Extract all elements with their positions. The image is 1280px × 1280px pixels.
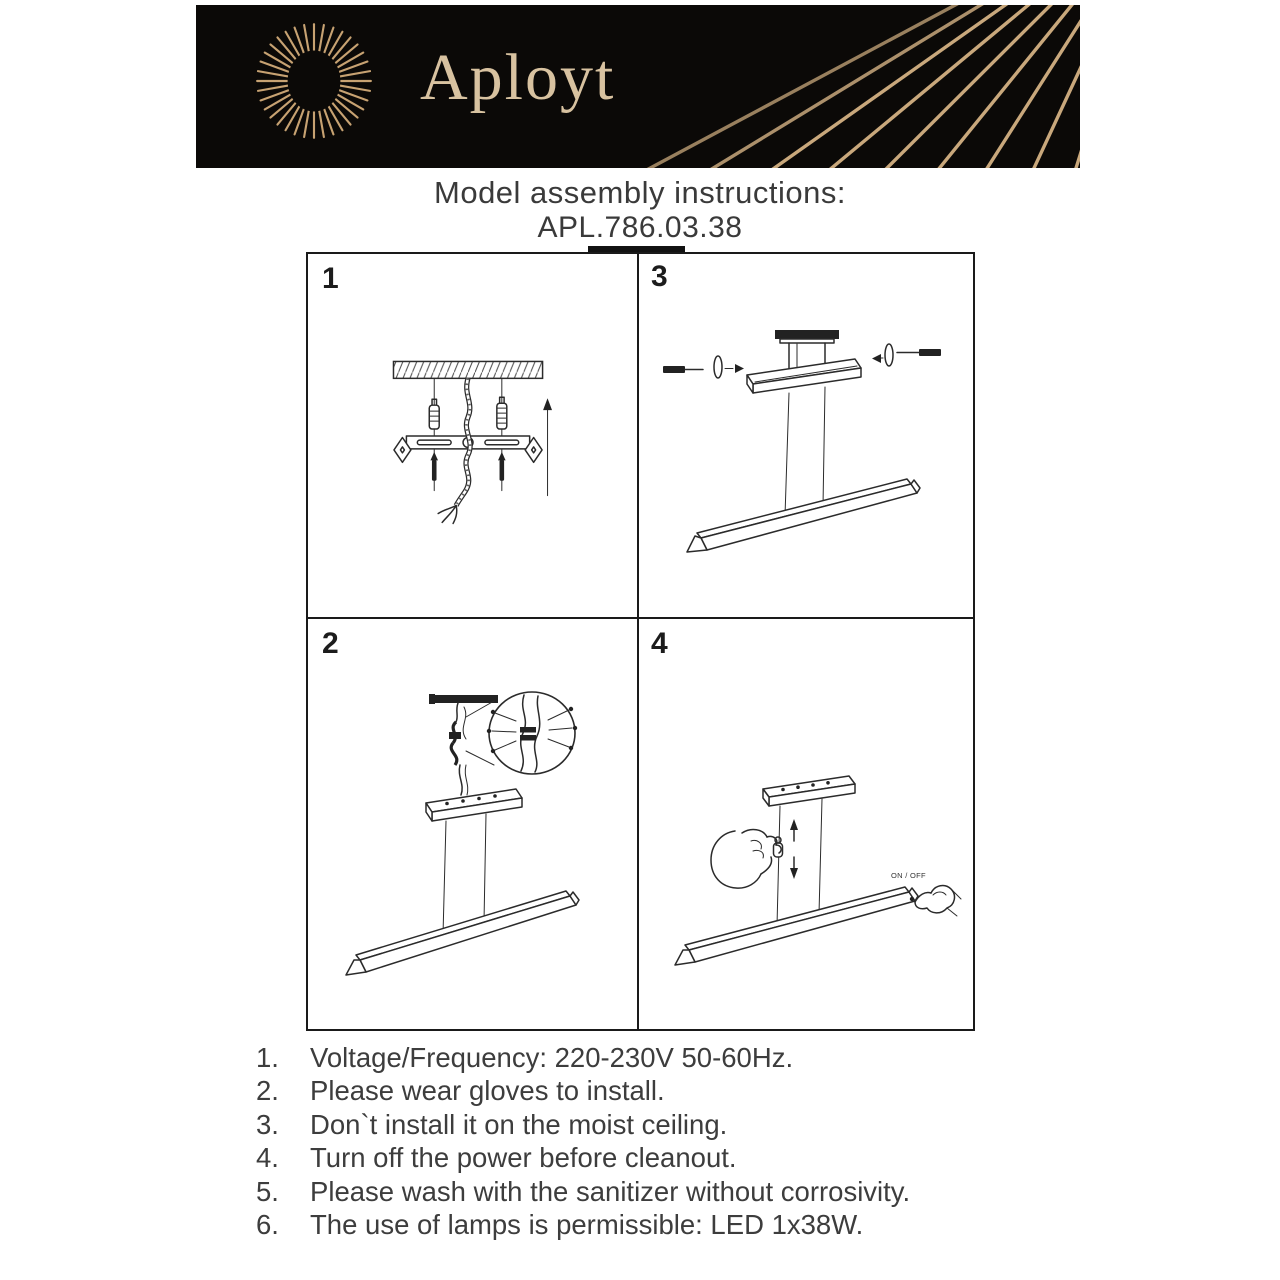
- step-3-number: 3: [651, 260, 668, 293]
- list-item: [256, 1041, 910, 1074]
- brand-banner: [196, 5, 1080, 168]
- switch-hand: [910, 886, 961, 916]
- canopy: [747, 359, 861, 393]
- list-item: [256, 1175, 910, 1208]
- list-item: [256, 1108, 910, 1141]
- item-text: Please wear gloves to install.: [310, 1075, 665, 1107]
- item-text: Please wash with the sanitizer without corrosivity.: [310, 1175, 911, 1207]
- lamp-bar: [687, 479, 920, 552]
- step-1-number: 1: [322, 262, 339, 295]
- item-text: Voltage/Frequency: 220-230V 50-60Hz.: [310, 1042, 794, 1073]
- item-number: 4.: [256, 1142, 279, 1174]
- list-item: [256, 1208, 910, 1241]
- canopy: [763, 776, 855, 806]
- on-off-label: ON / OFF: [891, 871, 926, 880]
- right-screw: [872, 344, 941, 366]
- page-title: Model assembly instructions:: [434, 175, 846, 210]
- item-text: Don`t install it on the moist ceiling.: [310, 1108, 728, 1140]
- starburst-logo-icon: [248, 15, 380, 147]
- magnifier-circle: [487, 692, 577, 774]
- item-number: 6.: [256, 1209, 279, 1241]
- wire-connector: [449, 722, 461, 765]
- item-number: 2.: [256, 1075, 279, 1107]
- top-border-mark: [588, 246, 685, 252]
- diagram-step-2-wiring: [308, 619, 637, 1029]
- diagram-step-1-ceiling-bracket: [308, 254, 637, 617]
- item-number: 1.: [256, 1042, 279, 1073]
- up-arrow: [543, 398, 552, 495]
- lamp-bar: [675, 887, 918, 965]
- adjusting-hand: [711, 830, 781, 889]
- list-item: [256, 1141, 910, 1174]
- suspension-cables: [785, 387, 825, 516]
- ceiling: [393, 361, 542, 378]
- step-2-number: 2: [322, 627, 339, 660]
- canopy: [426, 789, 522, 821]
- lamp-bar: [346, 891, 579, 975]
- brand-wordmark: Aployt: [420, 41, 616, 114]
- diagram-step-3-canopy-screws: [639, 254, 973, 617]
- power-cable: [438, 378, 470, 523]
- wires-to-canopy: [459, 765, 467, 795]
- item-text: The use of lamps is permissible: LED 1x38W.: [310, 1209, 864, 1241]
- suspension-cables: [777, 799, 822, 926]
- item-text: Turn off the power before cleanout.: [310, 1142, 737, 1174]
- item-number: 3.: [256, 1108, 279, 1140]
- instruction-list: [256, 1041, 910, 1241]
- step-4-number: 4: [651, 627, 668, 660]
- left-screw: [663, 356, 744, 378]
- list-item: [256, 1074, 910, 1107]
- model-number: APL.786.03.38: [537, 211, 743, 244]
- diagram-step-4-adjust-switch: [639, 619, 973, 1029]
- up-down-arrows: [790, 819, 798, 879]
- item-number: 5.: [256, 1175, 279, 1207]
